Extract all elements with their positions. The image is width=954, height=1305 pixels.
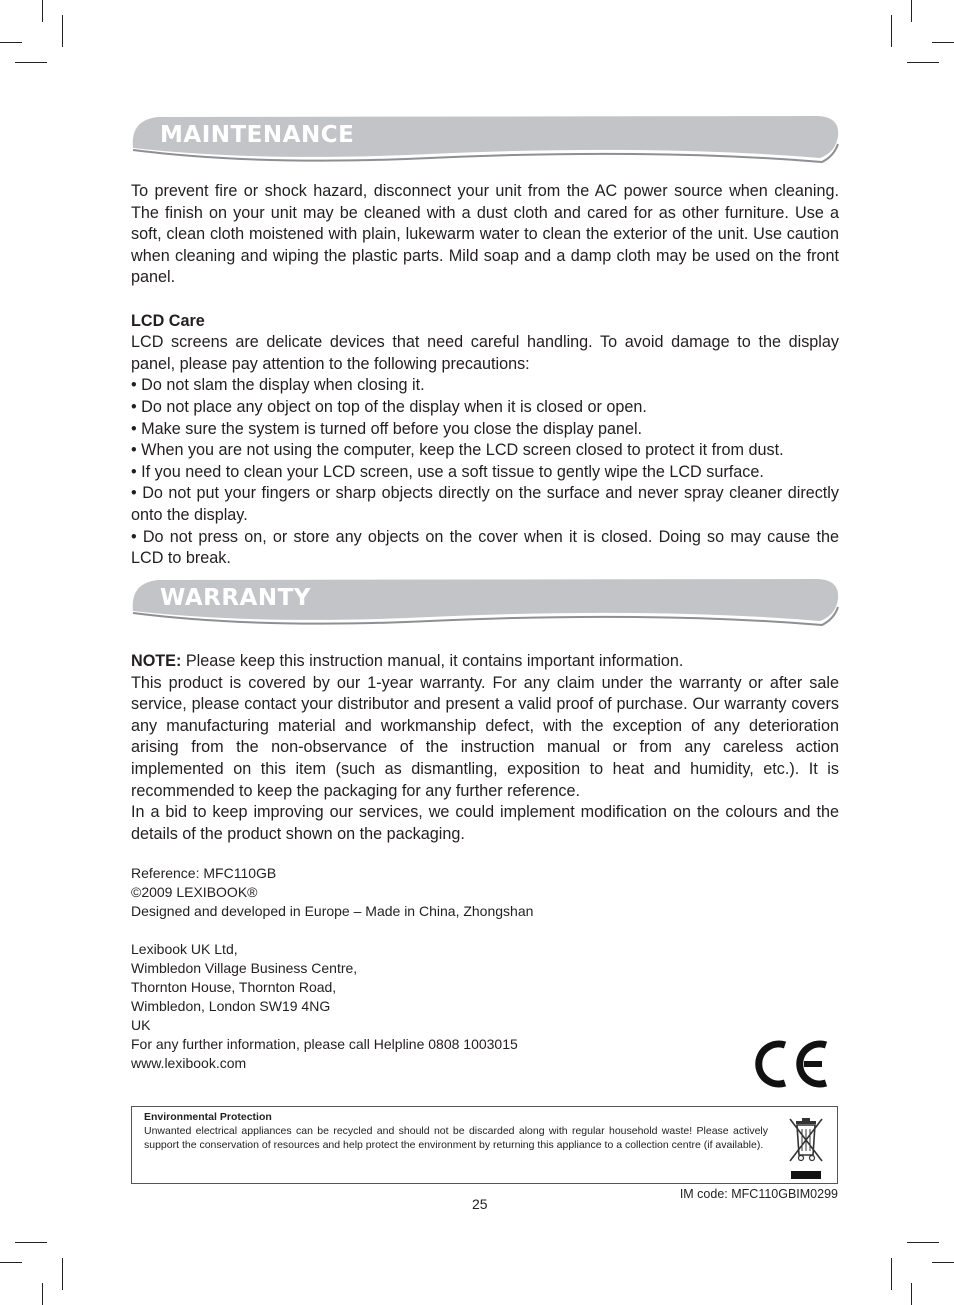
environmental-protection-box: [131, 1106, 838, 1184]
im-code: IM code: MFC110GBIM0299: [679, 1187, 838, 1201]
environment-title: Environmental Protection: [144, 1111, 272, 1123]
copyright-line: ©2009 LEXIBOOK®: [131, 884, 258, 900]
website-line: www.lexibook.com: [131, 1055, 247, 1071]
warranty-paragraph: This product is covered by our 1-year warranty. For any claim under the warranty or after sale service, please contact your distributor and present a valid proof of purchase. Our warranty covers any manufacturing material and workmanship defect, with the exception of any deterioration arising from the non-observance of the instruction manual or from any careless action implemented on this item (such as dismantling, exposition to heat and humidity, etc.). It is recommended to keep the packaging for any further reference.: [131, 673, 839, 800]
address-line: Lexibook UK Ltd,: [131, 941, 238, 957]
maintenance-title: MAINTENANCE: [160, 122, 355, 148]
origin-line: Designed and developed in Europe – Made in China, Zhongshan: [131, 903, 534, 919]
note-text: Please keep this instruction manual, it contains important information.: [181, 652, 684, 670]
lcd-care-heading: LCD Care: [131, 311, 205, 330]
list-item: • Do not press on, or store any objects on the cover when it is closed. Doing so may cause the LCD to break.: [131, 527, 839, 568]
lcd-care-intro: LCD screens are delicate devices that need careful handling. To avoid damage to the display panel, please pay attention to the following precautions:: [131, 333, 839, 373]
list-item: • Do not put your fingers or sharp objects directly on the surface and never spray cleaner directly onto the display.: [131, 484, 839, 524]
warranty-banner: [130, 577, 840, 633]
reference-line: Reference: MFC110GB: [131, 865, 277, 881]
page-number: 25: [472, 1196, 488, 1212]
warranty-paragraph: In a bid to keep improving our services, we could implement modification on the colours and the details of the product shown on the packaging.: [131, 803, 839, 843]
address-line: Thornton House, Thornton Road,: [131, 979, 337, 995]
address-line: Wimbledon Village Business Centre,: [131, 960, 358, 976]
warranty-title: WARRANTY: [160, 585, 311, 611]
list-item: • Do not place any object on top of the display when it is closed or open.: [131, 397, 647, 416]
warranty-note: [131, 651, 839, 673]
list-item: • Make sure the system is turned off before you close the display panel.: [131, 419, 643, 438]
crossed-bin-icon: [788, 1117, 824, 1186]
environment-text: Unwanted electrical appliances can be recycled and should not be discarded along with regular household waste! Please actively support the conservation of resources and help protect the environment by returning this appliance to a collection centre (if available).: [144, 1125, 768, 1151]
helpline-line: For any further information, please call Helpline 0808 1003015: [131, 1036, 518, 1052]
maintenance-paragraph: To prevent fire or shock hazard, disconnect your unit from the AC power source when cleaning. The finish on your unit may be cleaned with a dust cloth and cared for as other furniture. Use a soft, clean cloth moistened with plain, lukewarm water to clean the exterior of the unit. Use caution when cleaning and wiping the plastic parts. Mild soap and a damp cloth may be used on the front panel.: [131, 182, 839, 287]
warranty-section: [131, 651, 839, 845]
list-item: • When you are not using the computer, keep the LCD screen closed to protect it from dust.: [131, 441, 784, 460]
reference-info: [131, 864, 691, 1073]
ce-mark-icon: [752, 1036, 830, 1097]
address-line: UK: [131, 1017, 151, 1033]
note-label: NOTE:: [131, 652, 182, 670]
address-line: Wimbledon, London SW19 4NG: [131, 998, 331, 1014]
list-item: • If you need to clean your LCD screen, use a soft tissue to gently wipe the LCD surface.: [131, 462, 764, 481]
list-item: • Do not slam the display when closing it.: [131, 376, 425, 395]
maintenance-section: [131, 181, 839, 570]
maintenance-banner: [130, 114, 840, 170]
